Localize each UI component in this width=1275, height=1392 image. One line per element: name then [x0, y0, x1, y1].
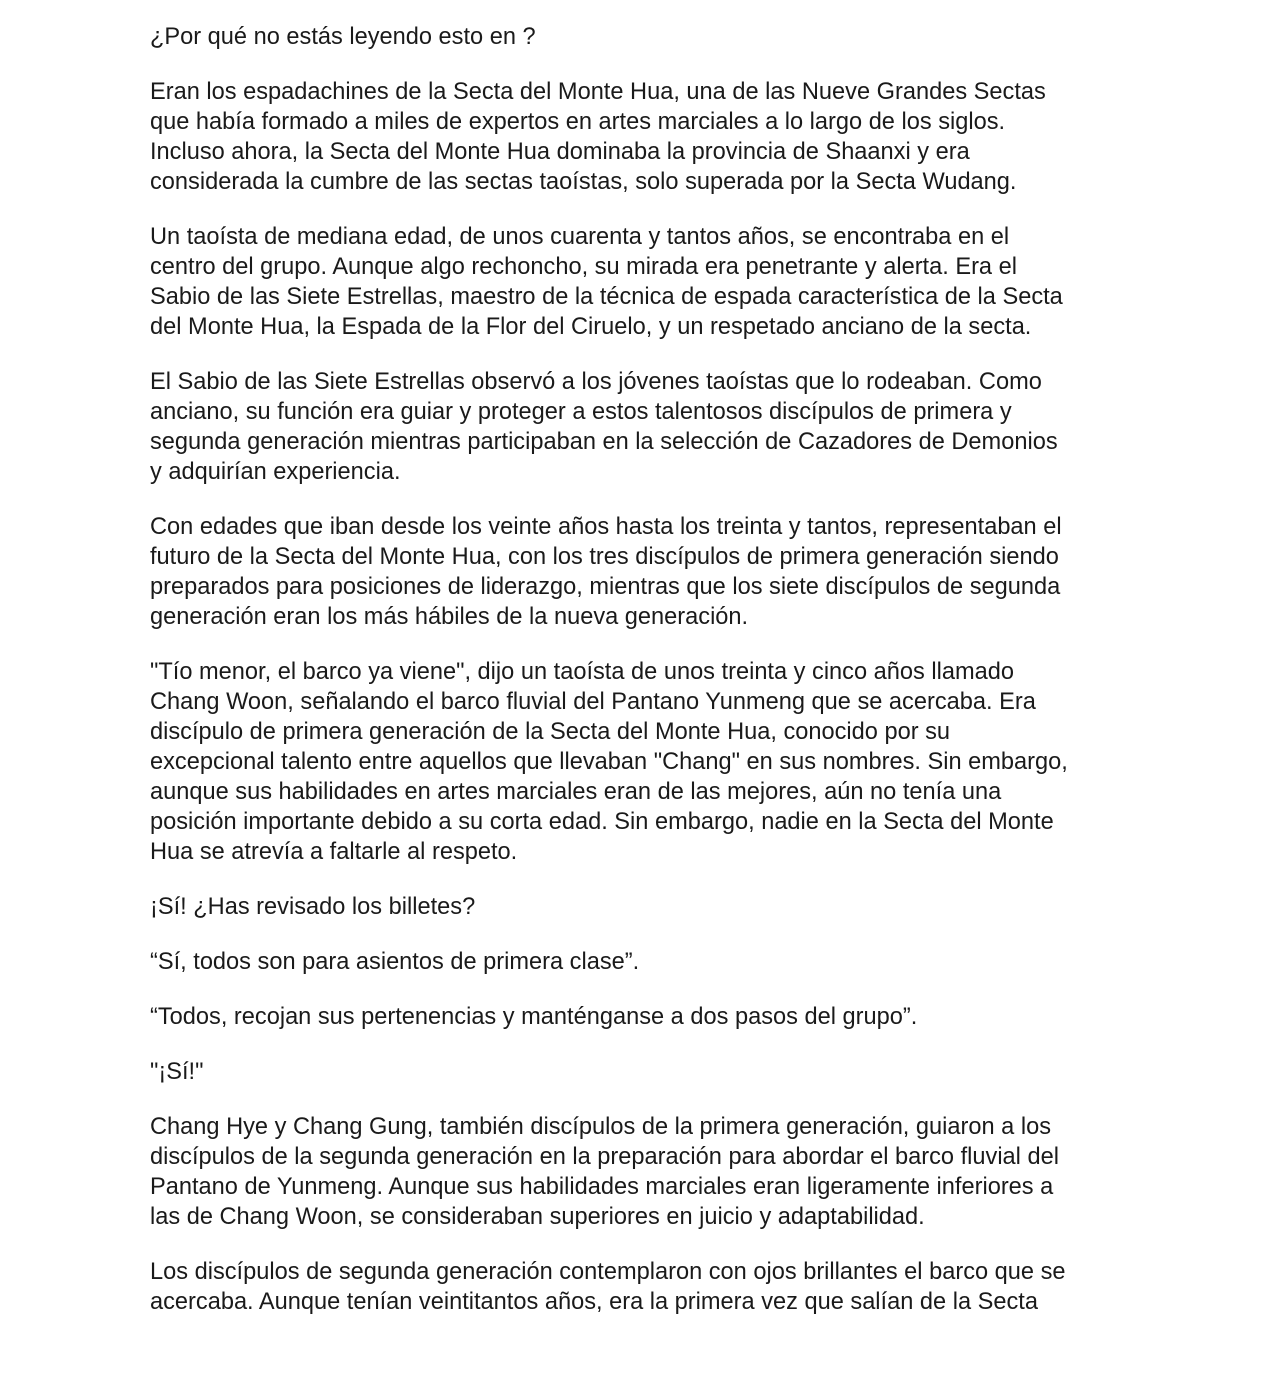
paragraph-dialogue-belongings: [150, 1002, 1140, 1032]
paragraph-chang-woon: [150, 657, 1140, 867]
paragraph-second-generation: [150, 1257, 1140, 1317]
text-line: segunda generación mientras participaban en la selección de Cazadores de Demonios: [150, 429, 1058, 455]
text-line: "¡Sí!": [150, 1059, 204, 1085]
paragraph-disciples-ages: [150, 512, 1140, 632]
paragraph-mount-hua-swordsmen: [150, 77, 1140, 197]
text-line: Chang Hye y Chang Gung, también discípulos de la primera generación, guiaron a los: [150, 1114, 1052, 1140]
text-line: Incluso ahora, la Secta del Monte Hua dominaba la provincia de Shaanxi y era: [150, 139, 970, 165]
text-line: El Sabio de las Siete Estrellas observó a los jóvenes taoístas que lo rodeaban. Como: [150, 369, 1042, 395]
text-line: ¿Por qué no estás leyendo esto en ?: [150, 24, 536, 50]
text-line: Pantano de Yunmeng. Aunque sus habilidades marciales eran ligeramente inferiores a: [150, 1174, 1054, 1200]
text-line: preparados para posiciones de liderazgo, mientras que los siete discípulos de segunda: [150, 574, 1061, 600]
text-line: Eran los espadachines de la Secta del Monte Hua, una de las Nueve Grandes Sectas: [150, 79, 1046, 105]
paragraph-chang-hye-chang-gung: [150, 1112, 1140, 1232]
text-line: ¡Sí! ¿Has revisado los billetes?: [150, 894, 476, 920]
text-line: Sabio de las Siete Estrellas, maestro de la técnica de espada característica de la Secta: [150, 284, 1063, 310]
text-line: Un taoísta de mediana edad, de unos cuarenta y tantos años, se encontraba en el: [150, 224, 1010, 250]
text-line: "Tío menor, el barco ya viene", dijo un taoísta de unos treinta y cinco años llamado: [150, 659, 1014, 685]
text-line: excepcional talento entre aquellos que llevaban "Chang" en sus nombres. Sin embargo,: [150, 749, 1068, 775]
text-line: aunque sus habilidades en artes marciales eran de las mejores, aún no tenía una: [150, 779, 1002, 805]
document-page: [150, 22, 1140, 1342]
text-line: anciano, su función era guiar y proteger a estos talentosos discípulos de primera y: [150, 399, 1012, 425]
paragraph-reading-notice: [150, 22, 1140, 52]
paragraph-dialogue-first-class: [150, 947, 1140, 977]
text-line: Con edades que iban desde los veinte años hasta los treinta y tantos, representaban el: [150, 514, 1062, 540]
paragraph-dialogue-tickets: [150, 892, 1140, 922]
text-line: Hua se atrevía a faltarle al respeto.: [150, 839, 518, 865]
text-line: discípulo de primera generación de la Secta del Monte Hua, conocido por su: [150, 719, 951, 745]
text-line: posición importante debido a su corta edad. Sin embargo, nadie en la Secta del Monte: [150, 809, 1054, 835]
text-line: considerada la cumbre de las sectas taoístas, solo superada por la Secta Wudang.: [150, 169, 1017, 195]
text-line: “Sí, todos son para asientos de primera clase”.: [150, 949, 640, 975]
paragraph-sage-observes: [150, 367, 1140, 487]
text-line: Chang Woon, señalando el barco fluvial del Pantano Yunmeng que se acercaba. Era: [150, 689, 1036, 715]
text-line: Los discípulos de segunda generación contemplaron con ojos brillantes el barco que se: [150, 1259, 1066, 1285]
text-line: futuro de la Secta del Monte Hua, con los tres discípulos de primera generación siendo: [150, 544, 1059, 570]
text-line: y adquirían experiencia.: [150, 459, 401, 485]
text-line: acercaba. Aunque tenían veintitantos años, era la primera vez que salían de la Secta: [150, 1289, 1038, 1315]
paragraph-seven-stars-sage: [150, 222, 1140, 342]
paragraph-dialogue-yes: [150, 1057, 1140, 1087]
text-line: del Monte Hua, la Espada de la Flor del Ciruelo, y un respetado anciano de la secta.: [150, 314, 1032, 340]
text-line: discípulos de la segunda generación en la preparación para abordar el barco fluvial del: [150, 1144, 1059, 1170]
text-line: que había formado a miles de expertos en artes marciales a lo largo de los siglos.: [150, 109, 1006, 135]
text-line: “Todos, recojan sus pertenencias y manténganse a dos pasos del grupo”.: [150, 1004, 918, 1030]
text-line: generación eran los más hábiles de la nueva generación.: [150, 604, 749, 630]
text-line: centro del grupo. Aunque algo rechoncho, su mirada era penetrante y alerta. Era el: [150, 254, 1017, 280]
text-line: las de Chang Woon, se consideraban superiores en juicio y adaptabilidad.: [150, 1204, 925, 1230]
